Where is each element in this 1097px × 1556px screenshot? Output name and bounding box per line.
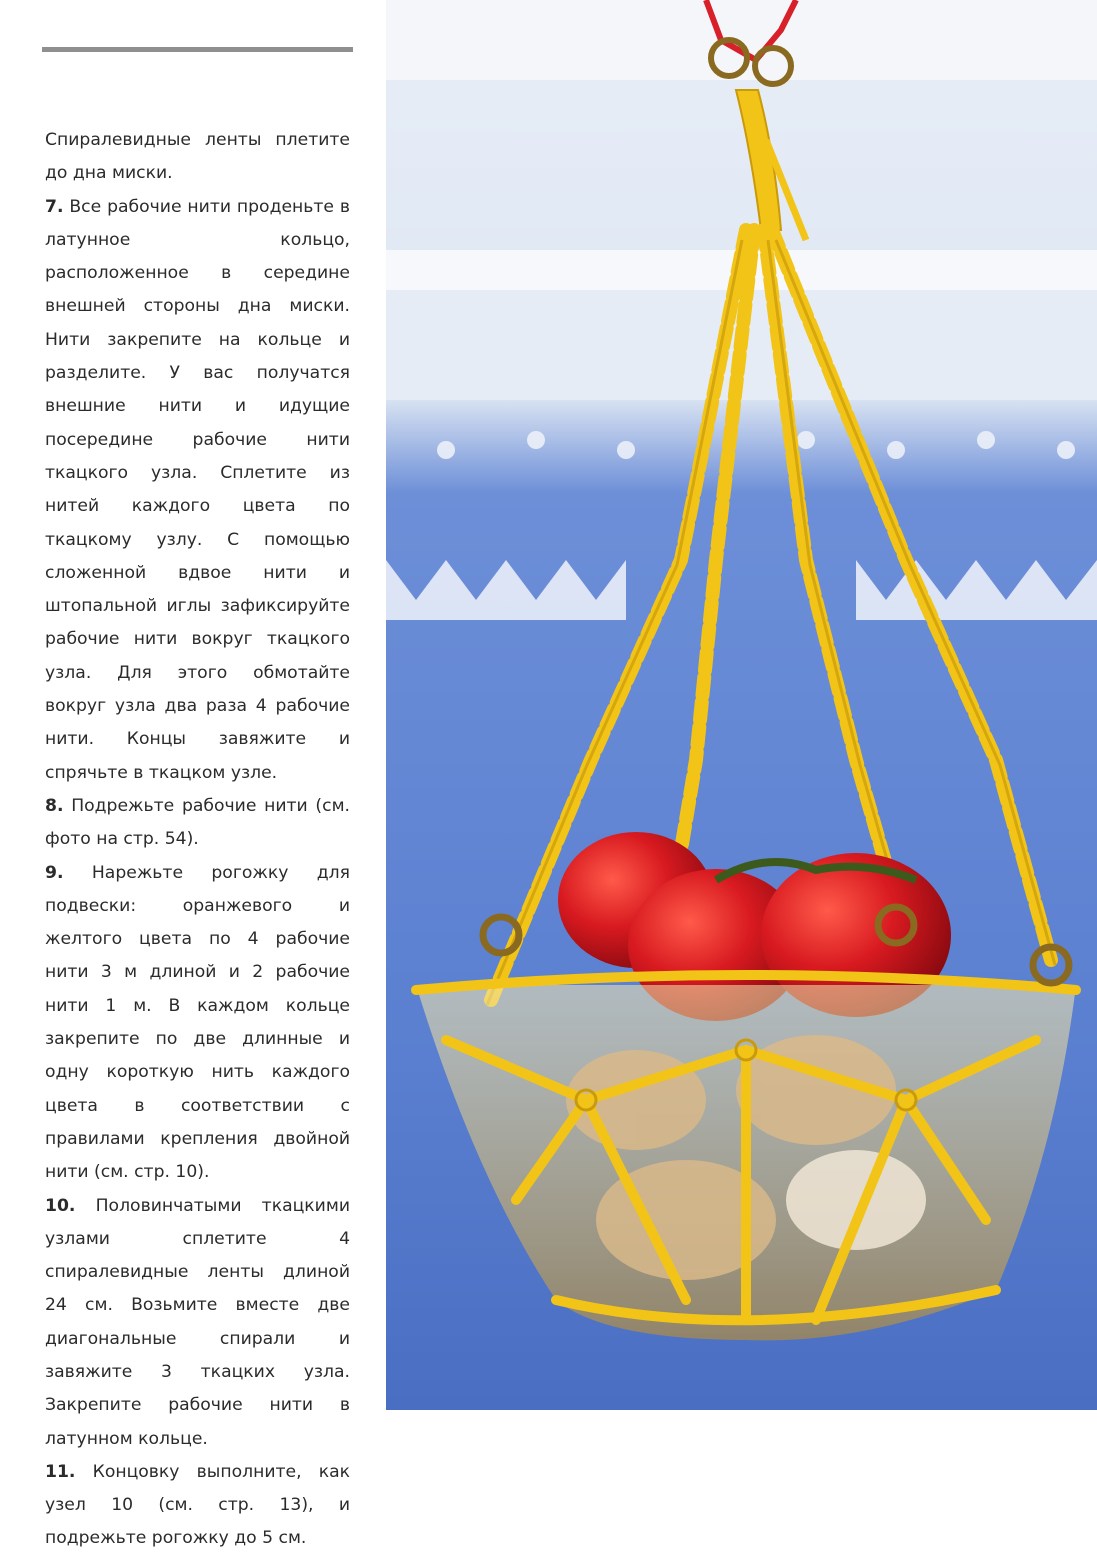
step-number: 10. [45, 1195, 76, 1216]
step-10 [45, 1190, 350, 1456]
step-text: Нарежьте рогожку для подвески: оранжевого и желтого цвета по 4 рабочие нити 3 м длиной и 2 рабочие нити 1 м. В каждом кольце закрепите по две длинные и одну короткую нить каждого цвета в соответствии с правилами крепления двойной нити (см. стр. 10). [45, 862, 350, 1183]
step-7 [45, 191, 350, 790]
macrame-basket-photo [386, 0, 1097, 1410]
top-rule [42, 47, 353, 52]
intro-paragraph: Спиралевидные ленты плетите до дна миски. [45, 130, 350, 184]
step-text: Все рабочие нити проденьте в латунное кольцо, расположенное в середине внешней стороны дна миски. Нити закрепите на кольце и разделите. У вас получатся внешние нити и идущие посередине рабочие нити ткацкого узла. Сплетите из нитей каждого цвета по ткацкому узлу. С помощью сложенной вдвое нити и штопальной иглы зафиксируйте рабочие нити вокруг ткацкого узла. Для этого обмотайте вокруг узла два раза 4 рабочие нити. Концы завяжите и спрячьте в ткацком узле. [45, 196, 350, 783]
step-number: 7. [45, 196, 64, 217]
step-11 [45, 1456, 350, 1556]
step-number: 8. [45, 795, 64, 816]
photo-illustration [386, 0, 1097, 1410]
step-text: Концовку выполните, как узел 10 (см. стр. 13), и подрежьте рогожку до 5 см. [45, 1461, 350, 1549]
step-9 [45, 857, 350, 1190]
step-number: 11. [45, 1461, 76, 1482]
instructions-text [45, 124, 350, 1556]
step-text: Подрежьте рабочие нити (см. фото на стр. 54). [45, 795, 350, 850]
step-number: 9. [45, 862, 64, 883]
step-text: Половинчатыми ткацкими узлами сплетите 4 спиралевидные ленты длиной 24 см. Возьмите вместе две диагональные спирали и завяжите 3 ткацких узла. Закрепите рабочие нити в латунном кольце. [45, 1195, 350, 1449]
step-8 [45, 790, 350, 857]
